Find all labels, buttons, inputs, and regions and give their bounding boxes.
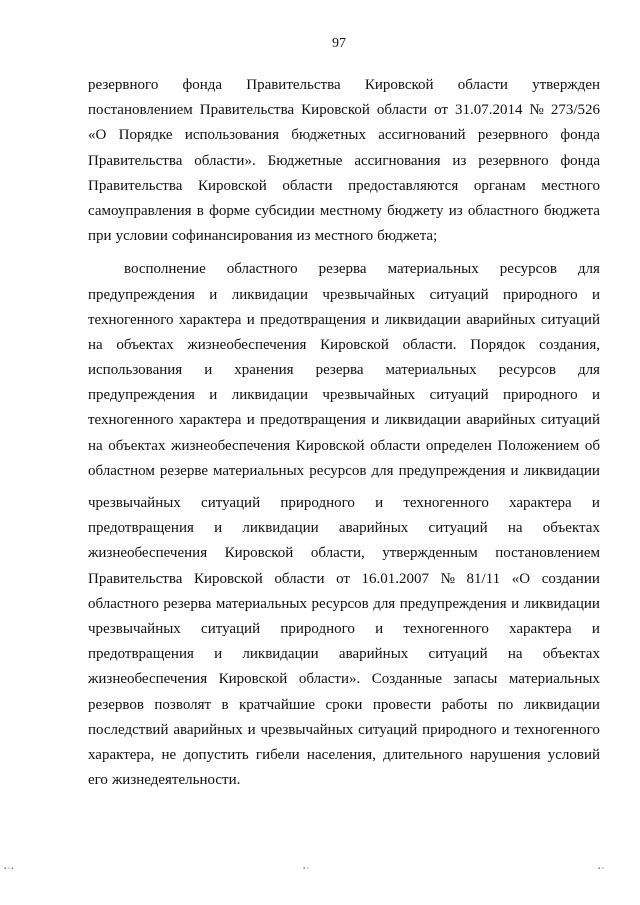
word: и [246, 412, 255, 429]
word: софинансирования [171, 228, 293, 245]
word: областного [88, 595, 159, 612]
word: утвержденным [382, 545, 478, 562]
word: позволят [154, 696, 212, 713]
word: использования [184, 127, 279, 144]
word: и [204, 362, 213, 379]
word: гибели [255, 746, 300, 763]
text-line [88, 151, 600, 176]
word: использования [88, 362, 183, 379]
word: области, [310, 545, 365, 562]
word: на [507, 520, 523, 537]
word: кратчайшие [239, 696, 316, 713]
word: жизнедеятельности. [111, 772, 241, 789]
text-line [88, 75, 600, 100]
word: чрезвычайных [322, 286, 416, 303]
word: аварийных [338, 646, 409, 663]
word: из [448, 202, 463, 219]
word: в [196, 202, 204, 219]
word: аварийных [466, 311, 536, 328]
word: 16.01.2007 [361, 570, 430, 587]
word: объектах [542, 646, 600, 663]
text-line [88, 518, 600, 543]
word: ситуаций [201, 495, 261, 511]
word: длительного [383, 746, 463, 763]
word: характера [509, 495, 572, 511]
word: и [246, 311, 255, 328]
text-line [88, 594, 600, 619]
word: Правительства [88, 152, 183, 169]
word: восполнение [124, 261, 206, 278]
word: ресурсов [498, 362, 556, 379]
word: создания, [539, 336, 600, 353]
word: на [507, 646, 523, 663]
word: хранения [234, 362, 294, 379]
word: резерва [163, 595, 212, 612]
word: области [282, 177, 333, 194]
word: ситуаций [429, 387, 489, 404]
word: характера [178, 311, 242, 328]
word: 273/526 [550, 102, 600, 119]
word: ассигнования [354, 152, 441, 169]
word: допустить [183, 746, 249, 763]
word: и [501, 721, 510, 738]
word: создании [541, 570, 600, 587]
text-line [88, 285, 600, 310]
word: нарушения [469, 746, 541, 763]
word: материальных [213, 462, 305, 479]
word: Кировской [301, 102, 370, 119]
word: из [452, 152, 467, 169]
word: для [371, 462, 394, 479]
word: ресурсов [499, 261, 557, 278]
text-line [88, 461, 600, 486]
word: ликвидации [523, 462, 600, 479]
word: ситуаций [201, 620, 261, 637]
word: ликвидации [242, 520, 319, 537]
word: и [209, 286, 218, 303]
word: и [591, 286, 600, 303]
word: ликвидации [523, 696, 600, 713]
text-line [88, 385, 600, 410]
text-line [88, 720, 600, 745]
word: на [88, 336, 103, 353]
text-line [88, 410, 600, 435]
word: Положением [497, 437, 580, 454]
word: области». [298, 671, 361, 688]
word: чрезвычайных [322, 387, 416, 404]
scan-artifact: ▪ ▫ ▪ [4, 866, 14, 872]
word: областного [226, 261, 298, 278]
word: Кировской [218, 671, 288, 688]
word: аварийных [466, 412, 536, 429]
word: «О [511, 570, 531, 587]
word: резервов [88, 696, 144, 713]
word: техногенного [403, 495, 489, 511]
word: Правительства [246, 77, 341, 93]
word: предупреждения [88, 387, 195, 404]
word: объектах [542, 520, 600, 537]
word: Кировской [320, 336, 389, 353]
word: 81/11 [466, 570, 501, 587]
word: предоставляются [348, 177, 459, 194]
word: и [214, 520, 223, 537]
word: и [591, 495, 600, 511]
word: и [375, 620, 384, 637]
text-line [88, 669, 600, 694]
word: техногенного [88, 311, 174, 328]
word: ассигнований [378, 127, 466, 144]
word: и [591, 387, 600, 404]
text-line [88, 543, 600, 568]
word: предотвращения [260, 311, 366, 328]
word: материальных [387, 261, 479, 278]
word: области. [402, 336, 457, 353]
word: материальных [508, 671, 600, 688]
word: ресурсов [309, 462, 367, 479]
word: Кировской [295, 437, 365, 454]
word: предотвращения [260, 412, 366, 429]
text-line [88, 176, 600, 201]
word: из [296, 228, 311, 245]
word: жизнеобеспечения [88, 545, 208, 562]
word: резерве [159, 462, 208, 479]
word: бюджета [543, 202, 600, 219]
word: и [209, 387, 218, 404]
word: последствий [88, 721, 169, 738]
scan-artifact: ▪ ▫ [598, 866, 604, 872]
word: ликвидации [242, 646, 319, 663]
scan-artifact: ▪ ▫ [303, 866, 309, 872]
word: и [511, 595, 520, 612]
word: области [457, 77, 508, 93]
word: 31.07.2014 [454, 102, 523, 119]
word: резервного [478, 152, 549, 169]
word: на [88, 437, 103, 454]
word: аварийных [173, 721, 243, 738]
word: бюджета; [377, 228, 438, 245]
word: области [376, 102, 428, 119]
word: жизнеобеспечения [88, 671, 208, 688]
word: при [88, 228, 112, 245]
word: ликвидации [384, 311, 461, 328]
word: Кировской [364, 77, 434, 93]
word: жизнеобеспечения [187, 336, 307, 353]
text-line [88, 201, 600, 226]
word: объектах [108, 437, 166, 454]
word: резервного [477, 127, 549, 144]
word: в [221, 696, 229, 713]
document-body [88, 75, 600, 795]
word: ликвидации [523, 595, 600, 612]
text-line [88, 644, 600, 669]
word: условий [547, 746, 600, 763]
word: характера [509, 620, 572, 637]
word: не [161, 746, 177, 763]
word: и [247, 721, 256, 738]
word: фонда [182, 77, 223, 93]
word: его [88, 772, 108, 789]
word: Кировской [224, 545, 294, 562]
word: предотвращения [88, 646, 194, 663]
word: техногенного [403, 620, 489, 637]
word: от [336, 570, 350, 587]
word: ситуаций [540, 412, 600, 429]
text-line [88, 335, 600, 360]
word: ситуаций [428, 646, 488, 663]
word: чрезвычайных [88, 495, 181, 511]
text-line [88, 493, 600, 518]
word: работы [441, 696, 488, 713]
word: характера, [88, 746, 155, 763]
word: ликвидации [384, 412, 461, 429]
word: Правительства [88, 570, 183, 587]
text-line [88, 259, 600, 284]
word: самоуправления [88, 202, 192, 219]
word: ресурсов [311, 595, 369, 612]
word: техногенного [88, 412, 174, 429]
word: форме [209, 202, 250, 219]
text-line [88, 226, 600, 251]
word: субсидии [254, 202, 315, 219]
word: Порядке [118, 127, 173, 144]
word: Правительства [199, 102, 295, 119]
word: области [370, 437, 421, 454]
text-line [88, 695, 600, 720]
word: и [371, 311, 380, 328]
word: природного [422, 721, 497, 738]
word: постановлением [88, 102, 193, 119]
word: жизнеобеспечения [171, 437, 291, 454]
text-line [88, 569, 600, 594]
word: и [214, 646, 223, 663]
word: и [375, 495, 384, 511]
word: природного [503, 286, 578, 303]
word: местного [541, 177, 600, 194]
word: природного [503, 387, 578, 404]
word: сроки [325, 696, 363, 713]
word: области». [194, 152, 256, 169]
word: № [529, 102, 544, 119]
word: и [591, 620, 600, 637]
word: бюджету [387, 202, 444, 219]
word: местного [314, 228, 374, 245]
word: резерва [318, 261, 367, 278]
word: областного [467, 202, 539, 219]
word: резерва [315, 362, 364, 379]
word: характера [178, 412, 242, 429]
word: Кировской [198, 177, 267, 194]
word: определен [425, 437, 492, 454]
word: ситуаций [428, 520, 488, 537]
word: Правительства [88, 177, 183, 194]
word: ситуаций [358, 721, 418, 738]
word: чрезвычайных [260, 721, 354, 738]
word: ситуаций [540, 311, 600, 328]
word: и [510, 462, 519, 479]
word: запасы [453, 671, 498, 688]
word: Бюджетные [267, 152, 343, 169]
word: и [371, 412, 380, 429]
word: Созданные [371, 671, 442, 688]
word: ликвидации [231, 286, 308, 303]
word: местному [319, 202, 382, 219]
word: области [274, 570, 325, 587]
page-number: 97 [332, 36, 346, 51]
text-line [88, 619, 600, 644]
word: чрезвычайных [88, 620, 181, 637]
word: резервного [88, 77, 159, 93]
word: для [373, 595, 396, 612]
word: для [577, 362, 600, 379]
word: материальных [385, 362, 477, 379]
word: техногенного [514, 721, 600, 738]
word: постановлением [495, 545, 600, 562]
word: провести [372, 696, 432, 713]
word: для [577, 261, 600, 278]
text-line [88, 125, 600, 150]
word: по [497, 696, 514, 713]
word: ситуаций [429, 286, 489, 303]
word: № [440, 570, 455, 587]
text-line [88, 100, 600, 125]
word: бюджетных [291, 127, 366, 144]
text-line [88, 360, 600, 385]
word: материальных [215, 595, 307, 612]
word: Кировской [194, 570, 263, 587]
word: «О [88, 127, 107, 144]
word: условии [115, 228, 168, 245]
word: Порядок [470, 336, 526, 353]
word: фонда [560, 127, 600, 144]
word: населения, [306, 746, 376, 763]
word: ликвидации [231, 387, 308, 404]
word: природного [280, 620, 355, 637]
text-line [88, 745, 600, 770]
word: природного [280, 495, 355, 511]
text-line [88, 310, 600, 335]
word: объектах [116, 336, 174, 353]
word: от [434, 102, 448, 119]
word: утвержден [532, 77, 600, 93]
word: предотвращения [88, 520, 194, 537]
word: областном [88, 462, 155, 479]
text-line [88, 436, 600, 461]
word: об [584, 437, 600, 454]
word: предупреждения [88, 286, 195, 303]
word: фонда [560, 152, 600, 169]
word: аварийных [338, 520, 409, 537]
word: предупреждения [399, 595, 507, 612]
text-line [88, 770, 600, 795]
word: предупреждения [398, 462, 506, 479]
word: органам [473, 177, 526, 194]
